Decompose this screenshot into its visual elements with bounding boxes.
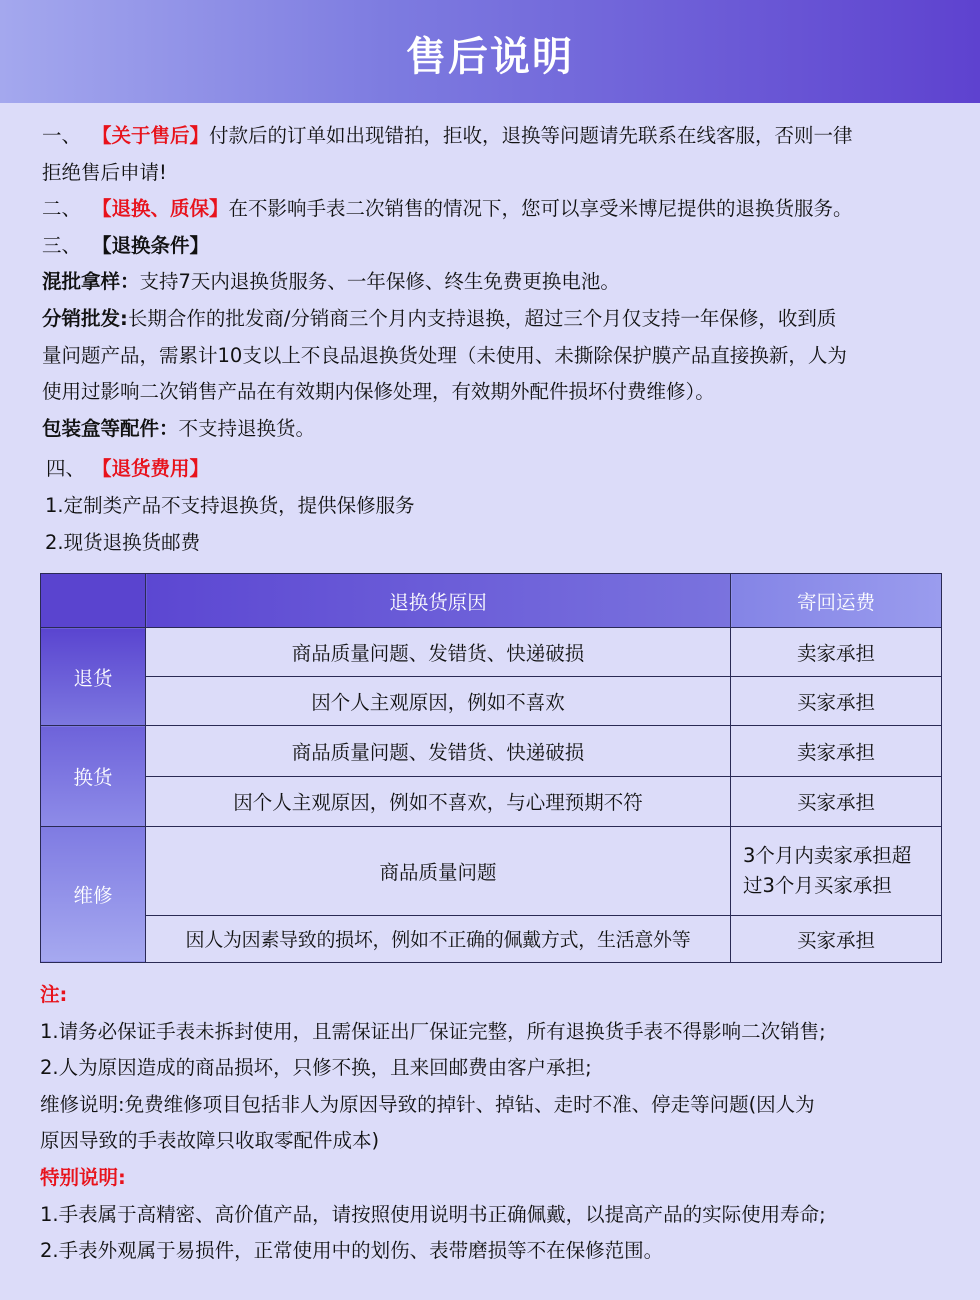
table-row: [41, 677, 942, 726]
reason-cell: 商品质量问题、发错货、快递破损: [146, 628, 731, 677]
fee-cell: 卖家承担: [731, 726, 942, 776]
section-return-warranty: [42, 191, 942, 228]
policy-content: [42, 118, 942, 561]
condition-text: 长期合作的批发商/分销商三个月内支持退换，超过三个月仅支持一年保修，收到质: [127, 306, 837, 330]
condition-text: 量问题产品，需累计10支以上不良品退换货处理（未使用、未撕除保护膜产品直接换新，人为: [42, 343, 847, 367]
table-row: [41, 826, 942, 915]
section-number: 三、: [42, 233, 82, 257]
condition-label: 分销批发:: [42, 306, 128, 330]
table-header-corner: [41, 574, 146, 628]
section-text: 拒绝售后申请!: [42, 160, 167, 184]
table-row: [41, 628, 942, 677]
condition-packaging: [42, 411, 942, 448]
return-fee-table: [40, 573, 942, 963]
page-title: 售后说明: [406, 34, 574, 80]
condition-label: 包装盒等配件：: [42, 416, 179, 440]
fee-line: 3个月内卖家承担超: [743, 843, 912, 867]
section-about-aftersale: [42, 118, 942, 191]
condition-distribution: [42, 301, 942, 411]
category-cell-repair: 维修: [41, 826, 146, 962]
fee-item: 2.现货退换货邮费: [45, 530, 201, 554]
reason-cell: 因个人主观原因，例如不喜欢，与心理预期不符: [146, 776, 731, 826]
section-tag: 【关于售后】: [92, 124, 210, 147]
fee-line: 过3个月买家承担: [743, 873, 892, 897]
note-item: 2.人为原因造成的商品损坏，只修不换，且来回邮费由客户承担;: [40, 1056, 592, 1080]
special-item: 2.手表外观属于易损件，正常使用中的划伤、表带磨损等不在保修范围。: [40, 1239, 664, 1263]
table-header-row: [41, 574, 942, 628]
reason-cell: 商品质量问题: [146, 826, 731, 915]
category-cell-exchange: 换货: [41, 726, 146, 826]
notes-section: [40, 977, 940, 1270]
section-return-fee: [42, 451, 942, 488]
reason-cell: 商品质量问题、发错货、快递破损: [146, 726, 731, 776]
special-title: 特别说明:: [40, 1165, 126, 1189]
fee-cell: 买家承担: [731, 915, 942, 962]
section-number: 一、: [42, 124, 82, 147]
condition-text: 不支持退换货。: [178, 416, 316, 440]
section-number: 四、: [46, 457, 86, 481]
fee-item: 1.定制类产品不支持退换货，提供保修服务: [45, 493, 415, 517]
table-row: [41, 726, 942, 776]
note-text: 原因导致的手表故障只收取零配件成本): [40, 1129, 380, 1153]
section-text: 在不影响手表二次销售的情况下，您可以享受米博尼提供的退换货服务。: [228, 197, 853, 221]
section-number: 二、: [42, 197, 82, 221]
section-return-conditions: [42, 228, 942, 265]
note-item: [40, 1087, 940, 1160]
condition-label: 混批拿样：: [42, 270, 140, 294]
table-header-reason: 退换货原因: [146, 574, 731, 628]
category-cell-return: 退货: [41, 628, 146, 726]
section-tag: 【退货费用】: [92, 457, 210, 481]
condition-text: 使用过影响二次销售产品在有效期内保修处理，有效期外配件损坏付费维修）。: [42, 380, 715, 404]
note-text: 维修说明:免费维修项目包括非人为原因导致的掉针、掉钻、走时不准、停走等问题(因人为: [40, 1092, 815, 1116]
note-item: 1.请务必保证手表未拆封使用，且需保证出厂保证完整，所有退换货手表不得影响二次销售;: [40, 1019, 826, 1043]
fee-cell: 买家承担: [731, 677, 942, 726]
section-tag: 【退换、质保】: [92, 197, 229, 221]
page-header: [0, 0, 980, 103]
fee-cell: [731, 826, 942, 915]
special-item: 1.手表属于高精密、高价值产品，请按照使用说明书正确佩戴，以提高产品的实际使用寿命;: [40, 1202, 826, 1226]
table-row: [41, 776, 942, 826]
section-text: 付款后的订单如出现错拍，拒收，退换等问题请先联系在线客服，否则一律: [209, 124, 853, 147]
condition-text: 支持7天内退换货服务、一年保修、终生免费更换电池。: [139, 270, 620, 294]
notes-title: 注:: [40, 983, 68, 1006]
fee-cell: 买家承担: [731, 776, 942, 826]
reason-cell: 因个人主观原因，例如不喜欢: [146, 677, 731, 726]
section-tag: 【退换条件】: [92, 233, 210, 257]
condition-mixed-sample: [42, 264, 942, 301]
table-header-fee: 寄回运费: [731, 574, 942, 628]
table-row: [41, 915, 942, 962]
fee-cell: 卖家承担: [731, 628, 942, 677]
reason-cell: 因人为因素导致的损坏，例如不正确的佩戴方式，生活意外等: [146, 915, 731, 962]
